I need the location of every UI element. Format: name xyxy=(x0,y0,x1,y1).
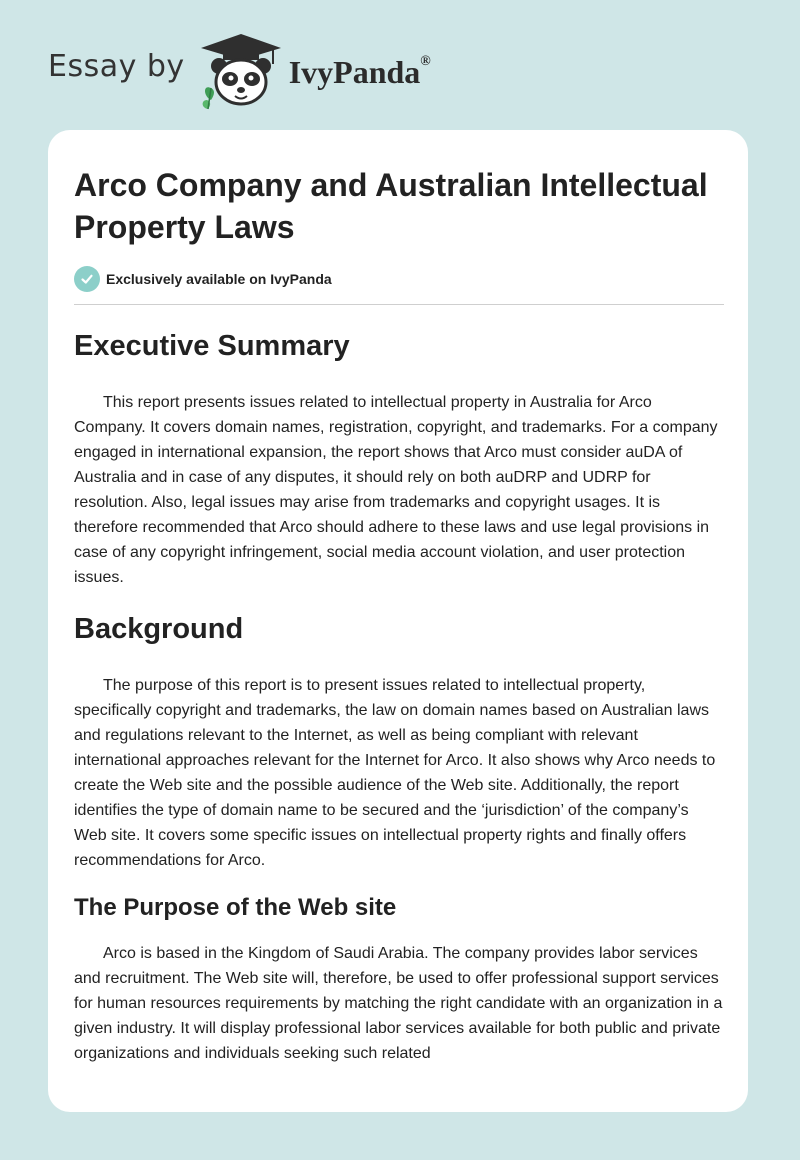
section-paragraph-executive-summary: This report presents issues related to intellectual property in Australia for Arco Company. It covers domain names, registration, copyright, and trademarks. For a company engaged in international expansion, the report shows that Arco must consider auDA of Australia and in case of any disputes, it should rely on both auDRP and UDRP for resolution. Also, legal issues may arise from trademarks and copyright usages. It is therefore recommended that Arco should adhere to these laws and use legal provisions in case of any copyright infringement, social media account violation, and user protection issues. xyxy=(74,394,718,586)
section-paragraph-web-site-purpose: Arco is based in the Kingdom of Saudi Arabia. The company provides labor services and recruitment. The Web site will, therefore, be used to offer professional support services for human resources requirements by matching the right candidate with an organization in a given industry. It will display professional labor services available for both public and private organizations and individuals seeking such related xyxy=(74,945,723,1062)
section-heading-background: Background xyxy=(74,613,244,645)
check-circle-icon xyxy=(74,266,100,292)
site-header xyxy=(48,30,431,110)
registered-mark: ® xyxy=(420,53,431,69)
ivypanda-logo-link[interactable] xyxy=(199,30,431,110)
essay-by-label: Essay by xyxy=(48,48,185,84)
article-title: Arco Company and Australian Intellectual Property Laws xyxy=(74,167,708,245)
brand-name xyxy=(289,54,431,91)
panda-graduate-icon xyxy=(199,30,283,110)
section-paragraph-background: The purpose of this report is to present issues related to intellectual property, specifically copyright and trademarks, the law on domain names based on Australian laws and regulations relevant to the Internet, as well as being compliant with relevant international approaches relevant for the Internet for Arco. It also shows why Arco needs to create the Web site and the possible audience of the Web site. Additionally, the report identifies the type of domain name to be secured and the ‘jurisdiction’ of the company’s Web site. It covers some specific issues on intellectual property rights and finally offers recommendations for Arco. xyxy=(74,677,716,869)
title-divider xyxy=(74,304,724,305)
section-heading-web-site-purpose: The Purpose of the Web site xyxy=(74,894,397,921)
article-card xyxy=(48,130,748,1112)
exclusive-badge xyxy=(74,266,724,292)
exclusive-label: Exclusively available on IvyPanda xyxy=(106,271,332,287)
article-content xyxy=(74,164,724,1066)
brand-text: IvyPanda xyxy=(288,53,421,90)
section-heading-executive-summary: Executive Summary xyxy=(74,330,350,362)
